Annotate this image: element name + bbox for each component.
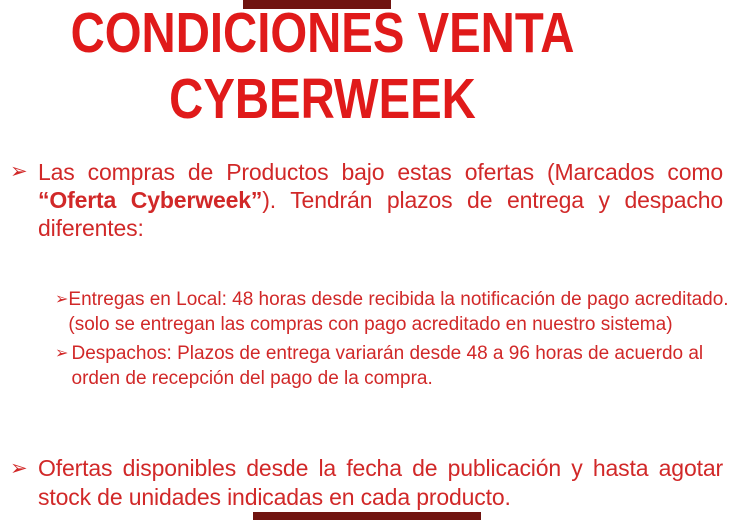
arrow-bullet-icon: ➢ <box>55 345 69 362</box>
sub-bullet-dispatch-text: Despachos: Plazos de entrega variarán desde 48 a 96 horas de acuerdo al orden de recepción del pago de la compra. <box>71 343 704 389</box>
sub-bullet-dispatch <box>55 341 730 391</box>
sub-bullet-group <box>55 287 730 391</box>
sub-bullet-local-delivery <box>55 287 730 337</box>
bullet-sale-conditions <box>10 158 723 242</box>
bullet-sale-conditions-text <box>38 158 723 242</box>
bullet1-suffix: ). Tendrán plazos de entrega y despacho diferentes: <box>38 187 724 241</box>
arrow-bullet-icon: ➢ <box>55 291 69 308</box>
arrow-bullet-icon: ➢ <box>10 457 28 480</box>
bullet1-prefix: Las compras de Productos bajo estas ofertas (Marcados como <box>38 159 723 185</box>
bullet-offer-availability <box>10 454 723 512</box>
bullet-offer-availability-text: Ofertas disponibles desde la fecha de publicación y hasta agotar stock de unidades indicadas en cada producto. <box>38 455 723 510</box>
arrow-bullet-icon: ➢ <box>10 160 28 183</box>
title-line-1: CONDICIONES VENTA <box>70 1 575 65</box>
title-line-2: CYBERWEEK <box>169 67 476 131</box>
bullet1-bold-offer-name: “Oferta Cyberweek” <box>38 187 263 213</box>
sub-bullet-local-delivery-text: Entregas en Local: 48 horas desde recibida la notificación de pago acreditado. (solo se entregan las compras con pago acreditado en nuestro sistema) <box>68 289 729 335</box>
slide-title <box>55 0 590 132</box>
cropped-text-bar-bottom <box>253 512 481 520</box>
